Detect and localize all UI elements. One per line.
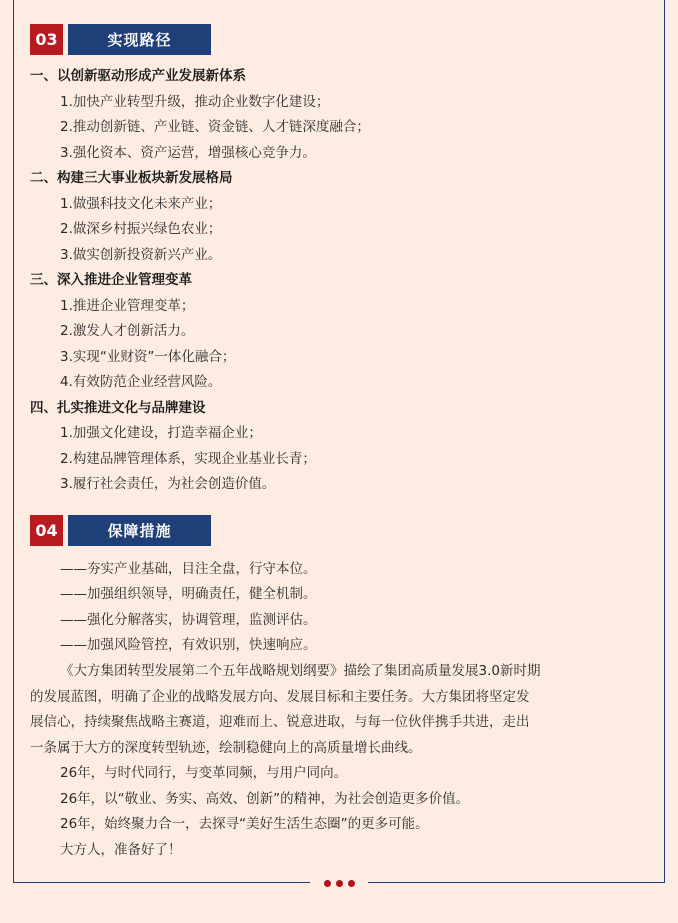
measure-line: ——夯实产业基础，目注全盘，行守本位。 <box>60 561 317 577</box>
list-item: 3.实现“业财资”一体化融合； <box>60 349 236 365</box>
group-heading: 三、深入推进企业管理变革 <box>30 272 192 288</box>
paragraph-line: 《大方集团转型发展第二个五年战略规划纲要》描绘了集团高质量发展3.0新时期 <box>60 663 541 679</box>
list-item: 4.有效防范企业经营风险。 <box>60 374 222 390</box>
dot-icon <box>336 880 343 887</box>
measure-line: ——强化分解落实，协调管理，监测评估。 <box>60 612 317 628</box>
paragraph-line: 的发展蓝图，明确了企业的战略发展方向、发展目标和主要任务。大方集团将坚定发 <box>30 689 530 705</box>
measure-line: ——加强风险管控，有效识别，快速响应。 <box>60 637 317 653</box>
section-title: 实现路径 <box>68 24 211 55</box>
dot-icon <box>348 880 355 887</box>
closing-line: 26年，以“敬业、务实、高效、创新”的精神，为社会创造更多价值。 <box>60 791 470 807</box>
group-heading: 一、以创新驱动形成产业发展新体系 <box>30 68 246 84</box>
section-number: 03 <box>30 24 63 55</box>
list-item: 1.做强科技文化未来产业； <box>60 196 222 212</box>
group-heading: 二、构建三大事业板块新发展格局 <box>30 170 233 186</box>
list-item: 3.做实创新投资新兴产业。 <box>60 247 222 263</box>
paragraph-line: 展信心，持续聚焦战略主赛道，迎难而上、锐意进取，与每一位伙伴携手共进，走出 <box>30 714 530 730</box>
list-item: 2.构建品牌管理体系，实现企业基业长青； <box>60 451 316 467</box>
list-item: 3.履行社会责任，为社会创造价值。 <box>60 476 276 492</box>
section-title: 保障措施 <box>68 515 211 546</box>
measure-line: ——加强组织领导，明确责任，健全机制。 <box>60 586 317 602</box>
section-header-04 <box>30 515 211 546</box>
closing-line: 26年，与时代同行，与变革同频，与用户同向。 <box>60 765 348 781</box>
footer-dots <box>310 873 368 893</box>
dot-icon <box>324 880 331 887</box>
list-item: 2.推动创新链、产业链、资金链、人才链深度融合； <box>60 119 370 135</box>
list-item: 3.强化资本、资产运营，增强核心竞争力。 <box>60 145 316 161</box>
list-item: 1.加强文化建设，打造幸福企业； <box>60 425 262 441</box>
list-item: 2.做深乡村振兴绿色农业； <box>60 221 222 237</box>
paragraph-line: 一条属于大方的深度转型轨迹，绘制稳健向上的高质量增长曲线。 <box>30 740 422 756</box>
section-header-03 <box>30 24 211 55</box>
closing-line: 26年，始终聚力合一，去探寻“美好生活生态圈”的更多可能。 <box>60 816 429 832</box>
list-item: 2.激发人才创新活力。 <box>60 323 195 339</box>
section-number: 04 <box>30 515 63 546</box>
list-item: 1.加快产业转型升级，推动企业数字化建设； <box>60 94 330 110</box>
group-heading: 四、扎实推进文化与品牌建设 <box>30 400 206 416</box>
list-item: 1.推进企业管理变革； <box>60 298 195 314</box>
closing-line: 大方人，准备好了！ <box>60 842 182 858</box>
